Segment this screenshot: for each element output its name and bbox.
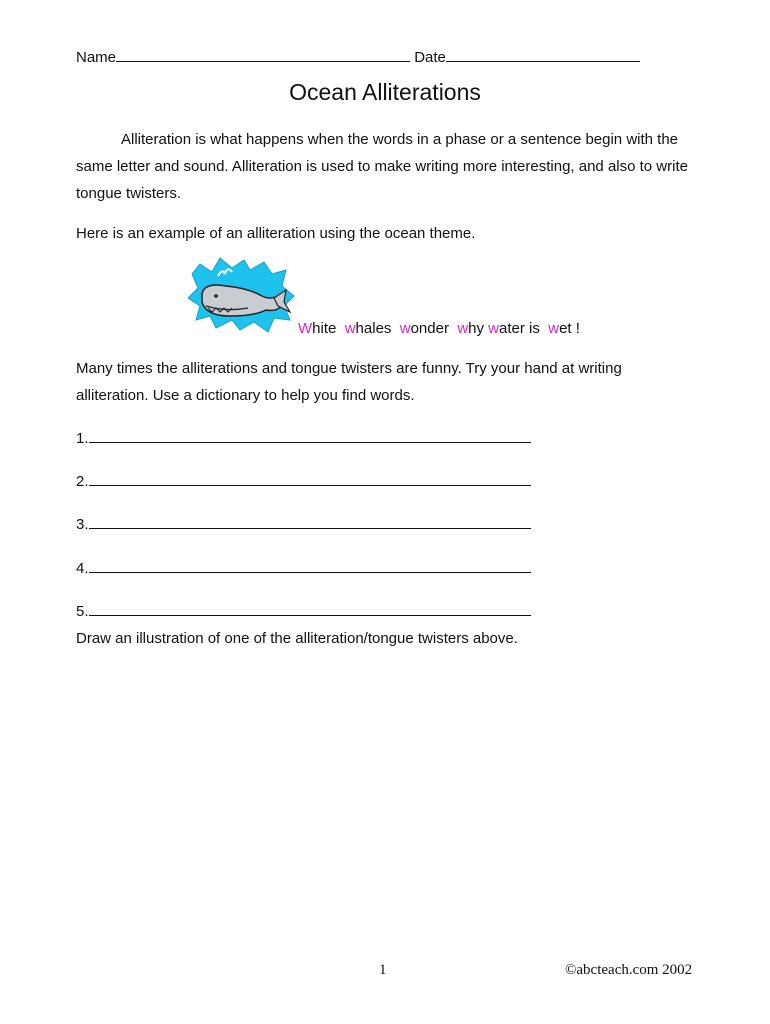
- answer-number: 2.: [76, 473, 89, 490]
- example-alliteration: [298, 320, 580, 338]
- alliteration-word: White: [298, 320, 337, 337]
- copyright: ©abcteach.com 2002: [565, 962, 693, 978]
- answer-number: 1.: [76, 430, 89, 447]
- alliteration-word: wonder: [399, 320, 449, 337]
- answer-line-4[interactable]: [76, 559, 531, 578]
- answer-number: 4.: [76, 560, 89, 577]
- draw-prompt: Draw an illustration of one of the alliteration/tongue twisters above.: [76, 630, 518, 647]
- answer-number: 3.: [76, 516, 89, 533]
- answer-line-2[interactable]: [76, 472, 531, 491]
- page-title: Ocean Alliterations: [289, 79, 481, 105]
- answer-line-5[interactable]: [76, 602, 531, 621]
- answer-line-3[interactable]: [76, 515, 531, 534]
- date-label: Date: [414, 49, 446, 66]
- intro-line: same letter and sound. Alliteration is used to make writing more interesting, and also to write: [76, 158, 688, 175]
- answer-blank[interactable]: [89, 472, 531, 486]
- answer-line-1[interactable]: [76, 429, 531, 448]
- date-field[interactable]: [446, 48, 640, 62]
- page-number: 1: [379, 962, 387, 978]
- name-date-row: [76, 48, 640, 67]
- answer-blank[interactable]: [89, 429, 531, 443]
- name-field[interactable]: [116, 48, 410, 62]
- example-intro: Here is an example of an alliteration using the ocean theme.: [76, 225, 476, 242]
- instruction-line: Many times the alliterations and tongue twisters are funny. Try your hand at writing: [76, 360, 622, 377]
- alliteration-word: water is: [488, 320, 540, 337]
- whale-illustration: [186, 256, 296, 334]
- alliteration-word: whales: [344, 320, 392, 337]
- instruction-line: alliteration. Use a dictionary to help you find words.: [76, 387, 415, 404]
- alliteration-word: wet !: [548, 320, 580, 337]
- intro-paragraph: [76, 126, 716, 207]
- answer-blank[interactable]: [89, 559, 531, 573]
- alliteration-word: why: [457, 320, 484, 337]
- answer-blank[interactable]: [89, 515, 531, 529]
- name-label: Name: [76, 49, 117, 66]
- answer-number: 5.: [76, 603, 89, 620]
- instructions-paragraph: [76, 355, 716, 409]
- intro-line: Alliteration is what happens when the words in a phase or a sentence begin with the: [121, 131, 679, 148]
- answer-blank[interactable]: [89, 602, 531, 616]
- intro-line: tongue twisters.: [76, 185, 182, 202]
